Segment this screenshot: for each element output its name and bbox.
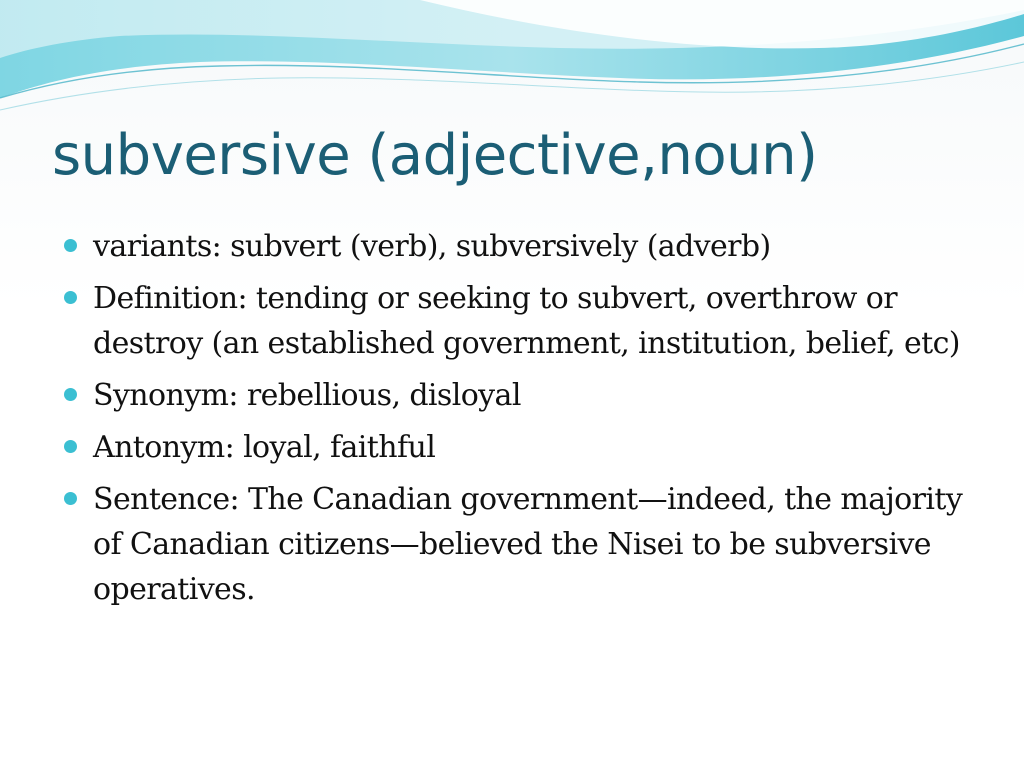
slide-title: subversive (adjective,noun) [52,123,818,188]
bullet-dot-icon [64,388,77,401]
bullet-dot-icon [64,440,77,453]
bullet-text: Sentence: The Canadian government—indeed, the majority of Canadian citizens—believed the Nisei to be subversive operatives. [93,482,963,607]
bullet-definition [64,276,974,366]
bullet-text: Antonym: loyal, faithful [93,430,436,465]
bullet-text: Definition: tending or seeking to subvert, overthrow or destroy (an established government, institution, belief, etc) [93,281,960,361]
bullet-dot-icon [64,492,77,505]
bullet-synonym [64,373,974,418]
bullet-list [64,224,974,619]
bullet-antonym [64,425,974,470]
bullet-text: Synonym: rebellious, disloyal [93,378,521,413]
bullet-variants [64,224,974,269]
decorative-wave-banner [0,0,1024,130]
bullet-dot-icon [64,239,77,252]
bullet-text: variants: subvert (verb), subversively (adverb) [93,229,771,264]
bullet-sentence [64,477,974,612]
bullet-dot-icon [64,291,77,304]
